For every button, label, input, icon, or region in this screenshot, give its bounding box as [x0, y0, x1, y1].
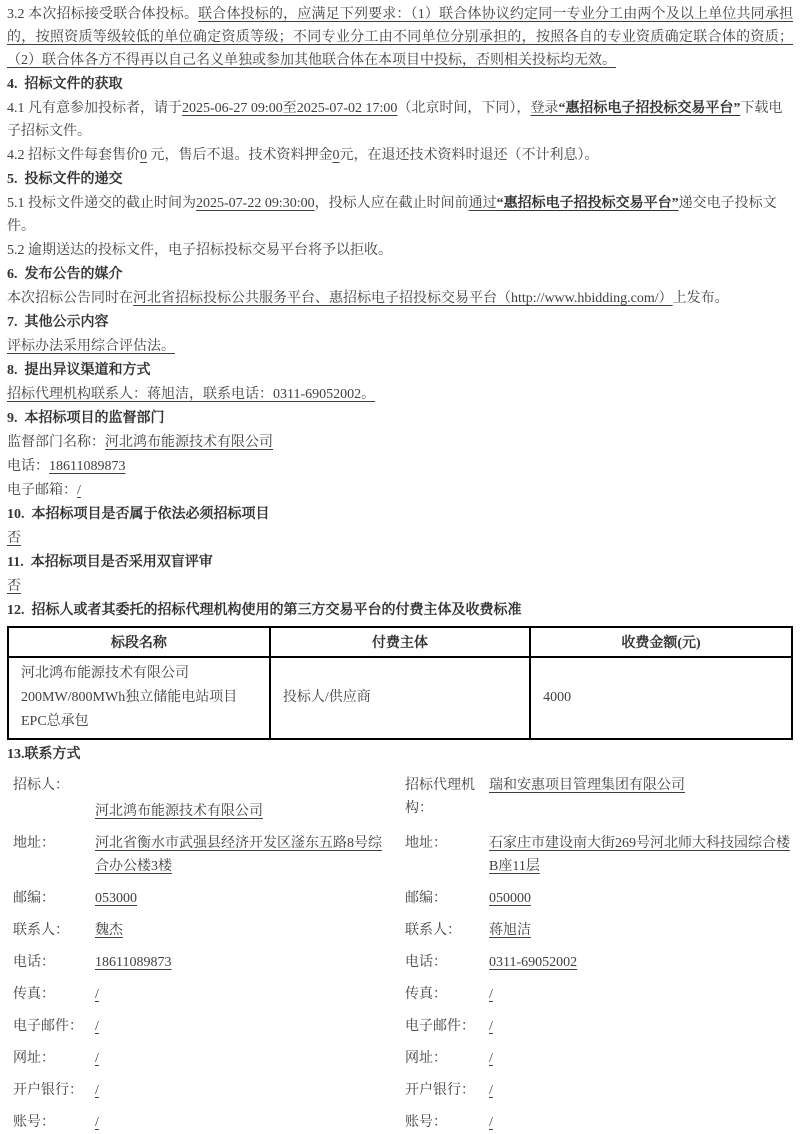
- tenderer-postcode: 053000: [95, 891, 137, 906]
- supervision-dept-label: 监督部门名称：: [7, 435, 105, 450]
- agency-value-cell: [479, 774, 793, 823]
- fee-cell-payer: 投标人/供应商: [270, 657, 530, 739]
- agency-name: 瑞和安惠项目管理集团有限公司: [489, 778, 685, 793]
- tenderer-email: /: [95, 1019, 99, 1034]
- tenderer-name: 河北鸿布能源技术有限公司: [95, 804, 263, 819]
- section-10-heading: 10. 本招标项目是否属于依法必须招标项目: [7, 507, 270, 522]
- clause-3-2: [7, 3, 793, 72]
- mandatory-bidding-value: 否: [7, 531, 21, 546]
- agency-fax-label: 传真：: [405, 987, 447, 1002]
- tenderer-value-cell: [95, 774, 399, 823]
- agency-fax: /: [489, 987, 493, 1002]
- announcement-media: [7, 287, 793, 310]
- media-platforms-link[interactable]: 河北省招标投标公共服务平台、惠招标电子招投标交易平台（http://www.hbidding.com/）: [133, 291, 673, 306]
- clause-5-1-mid: ，投标人应在截止时间前: [314, 196, 469, 211]
- agency-account: /: [489, 1115, 493, 1130]
- double-blind-answer: [7, 575, 793, 598]
- tenderer-phone: 18611089873: [95, 955, 172, 970]
- media-pre: 本次招标公告同时在: [7, 291, 133, 306]
- contact-section: [7, 774, 793, 1134]
- fee-col-section-name: 标段名称: [8, 627, 270, 657]
- agency-bank-cell: [479, 1079, 793, 1102]
- tenderer-account-label: 账号：: [13, 1115, 55, 1130]
- contact-row-person: [7, 919, 793, 942]
- tenderer-phone-label: 电话：: [13, 955, 55, 970]
- clause-4-2-pre: 4.2 招标文件每套售价: [7, 148, 140, 163]
- tenderer-address-label: 地址：: [13, 836, 55, 851]
- supervision-email-value: /: [77, 483, 81, 498]
- supervision-phone-label: 电话：: [7, 459, 49, 474]
- section-11-heading: 11. 本招标项目是否采用双盲评审: [7, 555, 213, 570]
- fee-table-row: [8, 657, 792, 739]
- clause-5-1: [7, 192, 793, 238]
- fee-col-amount: 收费金额(元): [530, 627, 792, 657]
- agency-bank-label: 开户银行：: [405, 1083, 475, 1098]
- supervision-email-label: 电子邮箱：: [7, 483, 77, 498]
- login-word: 登录: [530, 101, 559, 116]
- contact-row-address: [7, 832, 793, 878]
- agency-account-cell: [479, 1111, 793, 1134]
- clause-4-2-post: 元，在退还技术资料时退还（不计利息）。: [339, 148, 599, 163]
- agency-contact-person: 蒋旭洁: [489, 923, 531, 938]
- agency-account-label: 账号：: [405, 1115, 447, 1130]
- agency-bank: /: [489, 1083, 493, 1098]
- tenderer-fax: /: [95, 987, 99, 1002]
- evaluation-method: [7, 335, 793, 358]
- tenderer-label: 招标人：: [13, 778, 69, 793]
- clause-3-2-prefix: 3.2 本次招标接受联合体投标。: [7, 7, 199, 22]
- clause-5-2: 5.2 逾期送达的投标文件，电子招标投标交易平台将予以拒收。: [7, 243, 392, 258]
- tenderer-fax-label: 传真：: [13, 987, 55, 1002]
- section-4-heading: 4. 招标文件的获取: [7, 77, 123, 92]
- tenderer-postcode-label: 邮编：: [13, 891, 55, 906]
- agency-contact-cell: [479, 919, 793, 942]
- double-blind-value: 否: [7, 579, 21, 594]
- tenderer-account: /: [95, 1115, 99, 1130]
- contact-row-fax: [7, 983, 793, 1006]
- clause-4-1: [7, 97, 793, 143]
- clause-4-1-mid: （北京时间，下同），: [397, 101, 531, 116]
- fee-table-header-row: [8, 627, 792, 657]
- platform-name-submit: “惠招标电子招投标交易平台”: [496, 196, 679, 211]
- supervision-phone-row: [7, 455, 793, 478]
- evaluation-method-text: 评标办法采用综合评估法。: [7, 339, 175, 354]
- agency-email-label: 电子邮件：: [405, 1019, 475, 1034]
- section-9-heading: 9. 本招标项目的监督部门: [7, 411, 165, 426]
- tenderer-contact-cell: [95, 919, 399, 942]
- agency-address-label: 地址：: [405, 836, 447, 851]
- tenderer-address-cell: [95, 832, 399, 878]
- clause-5-1-pre: 5.1 投标文件递交的截止时间为: [7, 196, 196, 211]
- clause-3-2-requirements: 联合体投标的，应满足下列要求：（1）联合体协议约定同一专业分工由两个及以上单位共同承担的，按照资质等级较低的单位确定资质等级；不同专业分工由不同单位分别承担的，按照各自的专业资质确定联合体的资质；（2）联合体各方不得再以自己名义单独或参加其他联合体在本项目中投标，否则相关投标均无效。: [7, 7, 794, 68]
- section-13-heading: 13.联系方式: [7, 747, 81, 762]
- media-post: 上发布。: [672, 291, 729, 306]
- objection-channel: [7, 383, 793, 406]
- supervision-phone-value: 18611089873: [49, 459, 126, 474]
- agency-address-cell: [479, 832, 793, 878]
- tenderer-account-cell: [95, 1111, 399, 1134]
- agency-phone-label: 电话：: [405, 955, 447, 970]
- section-12-heading: 12. 招标人或者其委托的招标代理机构使用的第三方交易平台的付费主体及收费标准: [7, 603, 522, 618]
- supervision-dept-row: [7, 431, 793, 454]
- tenderer-contact-label: 联系人：: [13, 923, 69, 938]
- agency-label: 招标代理机构：: [405, 778, 475, 816]
- fee-cell-amount: 4000: [530, 657, 792, 739]
- tenderer-email-label: 电子邮件：: [13, 1019, 83, 1034]
- contact-row-email: [7, 1015, 793, 1038]
- tenderer-website-label: 网址：: [13, 1051, 55, 1066]
- section-5-heading: 5. 投标文件的递交: [7, 172, 123, 187]
- via-word: 通过: [468, 196, 497, 211]
- supervision-email-row: [7, 479, 793, 502]
- agency-phone-cell: [479, 951, 793, 974]
- fee-table: [7, 626, 793, 740]
- document-price: 0: [140, 148, 147, 163]
- tenderer-website: /: [95, 1051, 99, 1066]
- clause-4-1-pre: 4.1 凡有意参加投标者，请于: [7, 101, 182, 116]
- agency-website: /: [489, 1051, 493, 1066]
- section-8-heading: 8. 提出异议渠道和方式: [7, 363, 151, 378]
- agency-postcode-cell: [479, 887, 793, 910]
- tenderer-fax-cell: [95, 983, 399, 1006]
- clause-4-1-post: 下载电子招标文件。: [7, 101, 783, 139]
- agency-email-cell: [479, 1015, 793, 1038]
- agency-fax-cell: [479, 983, 793, 1006]
- clause-4-2: [7, 144, 793, 167]
- tenderer-contact-person: 魏杰: [95, 923, 123, 938]
- tenderer-address: 河北省衡水市武强县经济开发区滏东五路8号综合办公楼3楼: [95, 836, 382, 874]
- agency-postcode: 050000: [489, 891, 531, 906]
- contact-row-account: [7, 1111, 793, 1134]
- tenderer-postcode-cell: [95, 887, 399, 910]
- section-7-heading: 7. 其他公示内容: [7, 315, 109, 330]
- fee-cell-section-name: 河北鸿布能源技术有限公司200MW/800MWh独立储能电站项目EPC总承包: [8, 657, 270, 739]
- clause-4-2-mid: 元，售后不退。技术资料押金: [147, 148, 333, 163]
- tenderer-bank-cell: [95, 1079, 399, 1102]
- platform-name-download: “惠招标电子招投标交易平台”: [558, 101, 741, 116]
- agency-email: /: [489, 1019, 493, 1034]
- supervision-dept-name: 河北鸿布能源技术有限公司: [105, 435, 273, 450]
- agency-phone: 0311-69052002: [489, 955, 578, 970]
- agency-contact-label: 联系人：: [405, 923, 461, 938]
- clause-5-1-post: 递交电子投标文件。: [7, 196, 777, 234]
- download-time-window: 2025-06-27 09:00至2025-07-02 17:00: [182, 101, 398, 116]
- contact-row-postcode: [7, 887, 793, 910]
- agency-website-label: 网址：: [405, 1051, 447, 1066]
- objection-contact-text: 招标代理机构联系人：蒋旭洁，联系电话：0311-69052002。: [7, 387, 376, 402]
- mandatory-bidding-answer: [7, 527, 793, 550]
- fee-col-payer: 付费主体: [270, 627, 530, 657]
- tenderer-bank-label: 开户银行：: [13, 1083, 83, 1098]
- contact-row-name: [7, 774, 793, 823]
- tenderer-bank: /: [95, 1083, 99, 1098]
- contact-row-bank: [7, 1079, 793, 1102]
- section-6-heading: 6. 发布公告的媒介: [7, 267, 123, 282]
- agency-address: 石家庄市建设南大街269号河北师大科技园综合楼B座11层: [489, 836, 790, 874]
- contact-row-phone: [7, 951, 793, 974]
- submission-deadline: 2025-07-22 09:30:00: [196, 196, 315, 211]
- tenderer-phone-cell: [95, 951, 399, 974]
- agency-postcode-label: 邮编：: [405, 891, 447, 906]
- deposit-amount: 0: [332, 148, 340, 163]
- tenderer-email-cell: [95, 1015, 399, 1038]
